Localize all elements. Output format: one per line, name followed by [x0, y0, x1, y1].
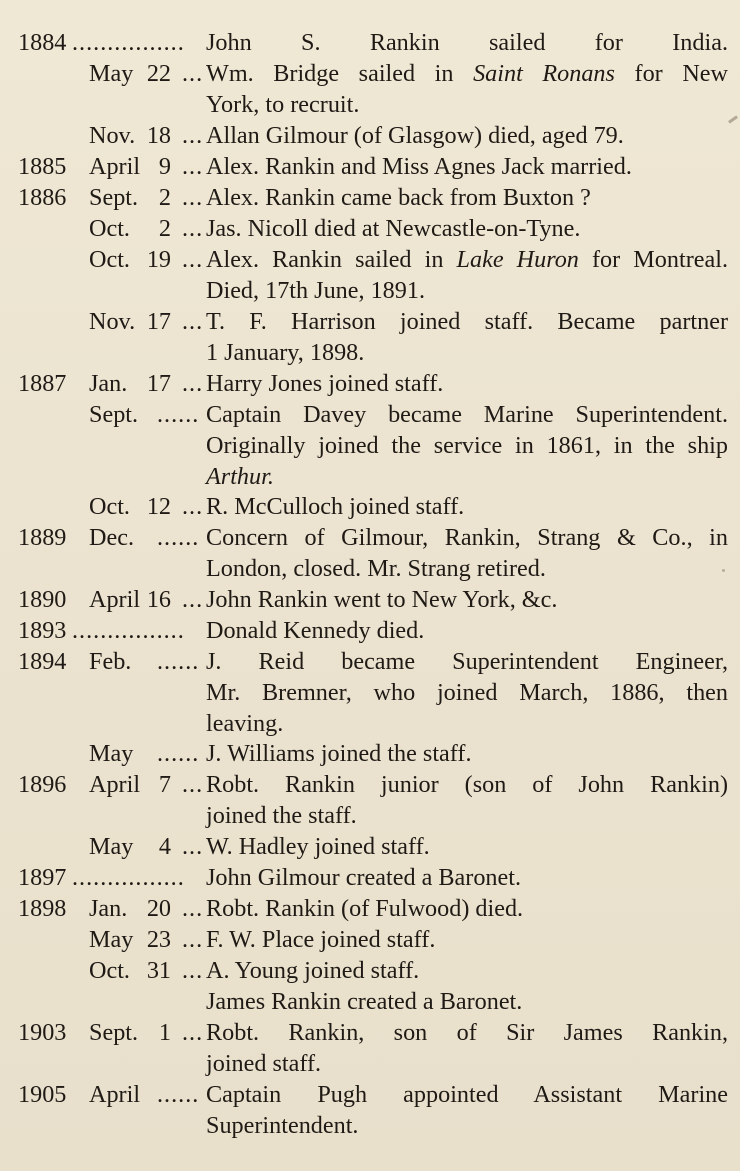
ship-name: Arthur.	[206, 462, 274, 490]
leader-dots: ...	[182, 897, 204, 922]
entry-year: 1889	[18, 524, 67, 551]
entry-text	[206, 742, 728, 773]
entry-year: 1903	[18, 1019, 67, 1046]
entry-text	[206, 62, 728, 124]
entry-month: May	[89, 60, 134, 87]
entry-month: Jan.	[89, 895, 128, 922]
leader-dots: ...	[182, 310, 204, 335]
entry-day: 2	[158, 215, 171, 242]
entry-text	[206, 588, 728, 619]
entry-day: 7	[158, 771, 171, 798]
entry-line: Jas. Nicoll died at Newcastle-on-Tyne.	[206, 215, 581, 242]
entry-line: Robt. Rankin (of Fulwood) died.	[206, 895, 524, 922]
entry-day: 2	[158, 184, 171, 211]
entry-line: Originally joined the service in 1861, in the ship	[206, 431, 728, 459]
entry-line: T. F. Harrison joined staff. Became partner	[206, 308, 728, 335]
entry-text	[206, 1083, 728, 1145]
entry-text	[206, 835, 728, 866]
entry-text	[206, 650, 728, 742]
entry-year: 1890	[18, 586, 67, 613]
entry-line: Concern of Gilmour, Rankin, Strang & Co., in	[206, 524, 728, 551]
leader-dots: ................	[72, 619, 185, 644]
entry-line: John Gilmour created a Baronet.	[206, 864, 522, 891]
entry-text	[206, 248, 728, 310]
entry-month: May	[89, 926, 134, 953]
entry-month: Oct.	[89, 215, 130, 242]
entry-line: Died, 17th June, 1891.	[206, 276, 426, 304]
leader-dots: ...	[182, 186, 204, 211]
ship-name: Lake Huron	[456, 246, 579, 273]
entry-day: 1	[158, 1019, 171, 1046]
ship-name: Saint Ronans	[473, 60, 615, 87]
entry-text	[206, 897, 728, 928]
ink-mark	[728, 115, 738, 123]
entry-line: W. Hadley joined staff.	[206, 833, 430, 860]
entry-text	[206, 1021, 728, 1083]
entry-line: Captain Pugh appointed Assistant Marine	[206, 1081, 728, 1108]
leader-dots: ................	[72, 866, 185, 891]
entry-line	[206, 462, 728, 496]
leader-dots: ................	[72, 31, 185, 56]
entry-text	[206, 372, 728, 403]
entry-month: April	[89, 771, 141, 798]
leader-dots: ...	[182, 248, 204, 273]
entry-year: 1884	[18, 29, 67, 56]
entry-text	[206, 403, 728, 495]
entry-day: 4	[158, 833, 171, 860]
entry-day: 17	[146, 308, 171, 335]
entry-day: 31	[146, 957, 171, 984]
entry-month: Nov.	[89, 308, 136, 335]
entry-year: 1905	[18, 1081, 67, 1108]
entry-line: 1 January, 1898.	[206, 338, 365, 366]
entry-text	[206, 526, 728, 588]
entry-day: 12	[146, 493, 171, 520]
entry-line: leaving.	[206, 709, 284, 737]
entry-line: Harry Jones joined staff.	[206, 370, 444, 397]
leader-dots: ...	[182, 835, 204, 860]
entry-day: 22	[146, 60, 171, 87]
entry-month: Oct.	[89, 957, 130, 984]
entry-month: Oct.	[89, 493, 130, 520]
entry-line: John S. Rankin sailed for India.	[206, 29, 728, 56]
entry-line: A. Young joined staff.	[206, 957, 420, 984]
entry-line: Robt. Rankin junior (son of John Rankin)	[206, 771, 728, 798]
entry-line: Donald Kennedy died.	[206, 617, 425, 644]
entry-day: 16	[146, 586, 171, 613]
entry-day: 17	[146, 370, 171, 397]
entry-text	[206, 186, 728, 217]
entry-line: joined staff.	[206, 1049, 322, 1077]
leader-dots: ...	[182, 1021, 204, 1046]
entry-text	[206, 310, 728, 372]
leader-dots: ...	[182, 928, 204, 953]
entry-year: 1897	[18, 864, 67, 891]
entry-month: Feb.	[89, 648, 132, 675]
entry-line: James Rankin created a Baronet.	[206, 987, 523, 1015]
leader-dots: ...	[182, 372, 204, 397]
entry-year: 1885	[18, 153, 67, 180]
entry-line: J. Reid became Superintendent Engineer,	[206, 648, 728, 675]
leader-dots: ...	[182, 155, 204, 180]
entry-month: Nov.	[89, 122, 136, 149]
entry-day: 23	[146, 926, 171, 953]
entry-month: May	[89, 740, 134, 767]
entry-month: April	[89, 1081, 141, 1108]
leader-dots: ...	[182, 62, 204, 87]
entry-text	[206, 155, 728, 186]
entry-month: Sept.	[89, 401, 139, 428]
entry-text	[206, 866, 728, 897]
entry-month: Oct.	[89, 246, 130, 273]
entry-line: Alex. Rankin sailed in Lake Huron for Montreal.	[206, 246, 728, 273]
leader-dots: ......	[157, 526, 200, 551]
entry-month: Dec.	[89, 524, 134, 551]
entry-month: May	[89, 833, 134, 860]
entry-month: April	[89, 153, 141, 180]
leader-dots: ...	[182, 773, 204, 798]
leader-dots: ...	[182, 217, 204, 242]
entry-day: 20	[146, 895, 171, 922]
entry-year: 1896	[18, 771, 67, 798]
entry-line: Alex. Rankin and Miss Agnes Jack married.	[206, 153, 632, 180]
entry-text	[206, 31, 728, 62]
entry-year: 1898	[18, 895, 67, 922]
entry-month: Sept.	[89, 184, 139, 211]
entry-line: John Rankin went to New York, &c.	[206, 586, 558, 613]
entry-month: Jan.	[89, 370, 128, 397]
leader-dots: ......	[157, 403, 200, 428]
entry-text	[206, 773, 728, 835]
leader-dots: ......	[157, 650, 200, 675]
entry-text	[206, 959, 728, 1021]
leader-dots: ...	[182, 495, 204, 520]
entry-line: J. Williams joined the staff.	[206, 740, 472, 767]
entry-year: 1886	[18, 184, 67, 211]
entry-day: 18	[146, 122, 171, 149]
entry-line: Alex. Rankin came back from Buxton ?	[206, 184, 591, 211]
entry-year: 1893	[18, 617, 67, 644]
entry-line: Wm. Bridge sailed in Saint Ronans for New	[206, 60, 728, 87]
entry-line: joined the staff.	[206, 801, 357, 829]
entry-line: R. McCulloch joined staff.	[206, 493, 465, 520]
entry-text	[206, 124, 728, 155]
entry-line: Mr. Bremner, who joined March, 1886, then	[206, 678, 728, 706]
leader-dots: ......	[157, 1083, 200, 1108]
leader-dots: ...	[182, 124, 204, 149]
leader-dots: ...	[182, 588, 204, 613]
entry-month: April	[89, 586, 141, 613]
entry-line: Superintendent.	[206, 1111, 359, 1139]
entry-text	[206, 217, 728, 248]
entry-day: 9	[158, 153, 171, 180]
leader-dots: ......	[157, 742, 200, 767]
entry-year: 1887	[18, 370, 67, 397]
leader-dots: ...	[182, 959, 204, 984]
entry-line: F. W. Place joined staff.	[206, 926, 436, 953]
entry-line: London, closed. Mr. Strang retired.	[206, 554, 546, 582]
entry-text	[206, 495, 728, 526]
entry-line: Robt. Rankin, son of Sir James Rankin,	[206, 1019, 728, 1046]
entry-day: 19	[146, 246, 171, 273]
entry-line: Allan Gilmour (of Glasgow) died, aged 79.	[206, 122, 624, 149]
entry-line: York, to recruit.	[206, 90, 360, 118]
entry-text	[206, 619, 728, 650]
entry-year: 1894	[18, 648, 67, 675]
entry-text	[206, 928, 728, 959]
entry-line: Captain Davey became Marine Superintendent.	[206, 401, 728, 428]
entry-month: Sept.	[89, 1019, 139, 1046]
